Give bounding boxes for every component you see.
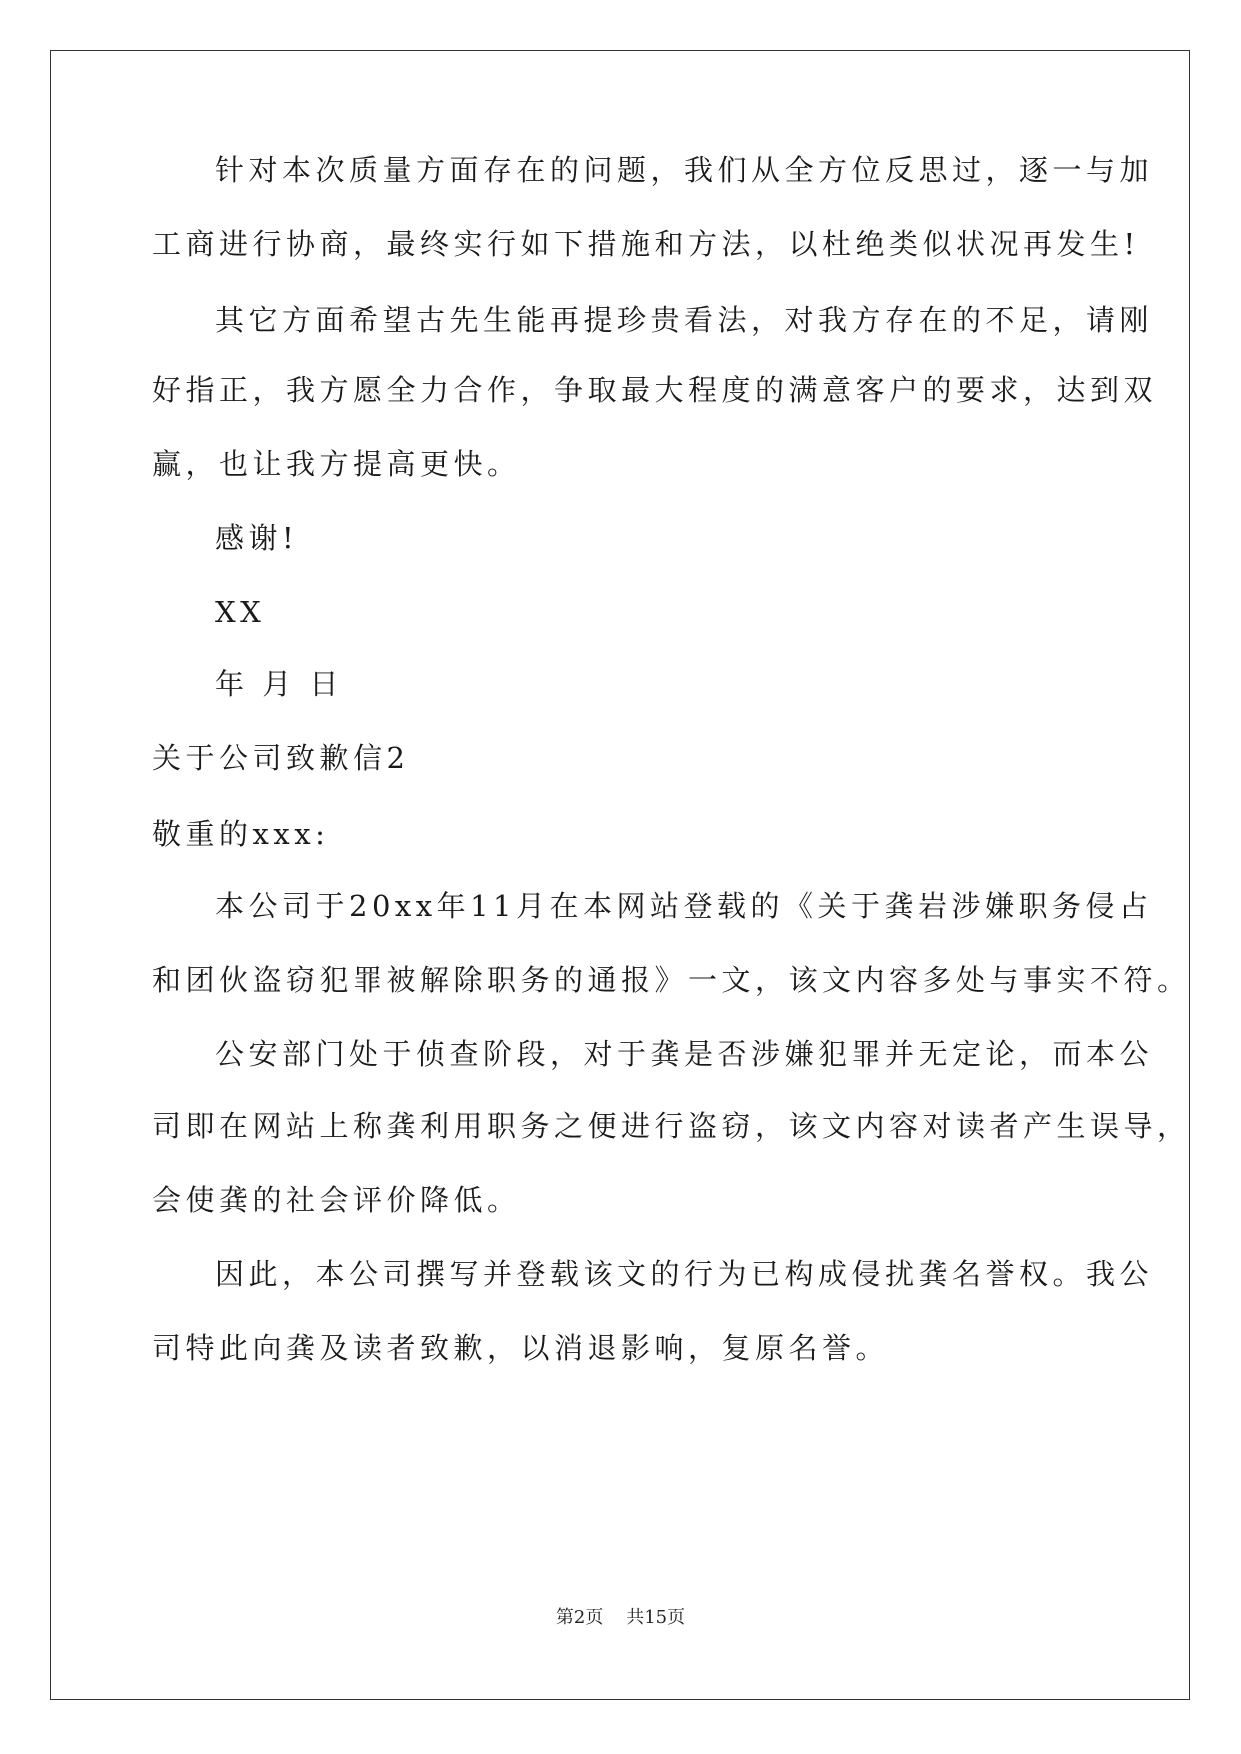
page-footer [0,1606,1241,1630]
paragraph-line: 本公司于20xx年11月在本网站登载的《关于龚岩涉嫌职务侵占 [215,889,1153,923]
paragraph-line: 会使龚的社会评价降低。 [152,1183,521,1217]
page-number: 第2页 [555,1607,604,1628]
paragraph-line: 工商进行协商，最终实行如下措施和方法，以杜绝类似状况再发生! [152,227,1140,261]
paragraph-line: 针对本次质量方面存在的问题，我们从全方位反思过，逐一与加 [215,153,1154,187]
page-total: 共15页 [626,1607,686,1628]
paragraph-line: 其它方面希望古先生能再提珍贵看法，对我方存在的不足，请刚 [215,303,1154,337]
paragraph-line: 赢，也让我方提高更快。 [152,447,521,481]
salutation: 敬重的xxx: [152,817,330,851]
paragraph-line: 和团伙盗窃犯罪被解除职务的通报》一文，该文内容多处与事实不符。 [152,963,1191,997]
page-frame [50,50,1190,1700]
paragraph-line: 司即在网站上称龚利用职务之便进行盗窃，该文内容对读者产生误导， [152,1109,1191,1143]
paragraph-line: 公安部门处于侦查阶段，对于龚是否涉嫌犯罪并无定论，而本公 [215,1037,1154,1071]
signature-name: XX [215,595,266,629]
paragraph-line: 好指正，我方愿全力合作，争取最大程度的满意客户的要求，达到双 [152,373,1158,407]
section-title: 关于公司致歉信2 [152,741,410,775]
signature-date: 年 月 日 [215,667,343,701]
closing-thanks: 感谢! [215,521,299,555]
paragraph-line: 司特此向龚及读者致歉，以消退影响，复原名誉。 [152,1331,890,1365]
paragraph-line: 因此，本公司撰写并登载该文的行为已构成侵扰龚名誉权。我公 [215,1257,1154,1291]
